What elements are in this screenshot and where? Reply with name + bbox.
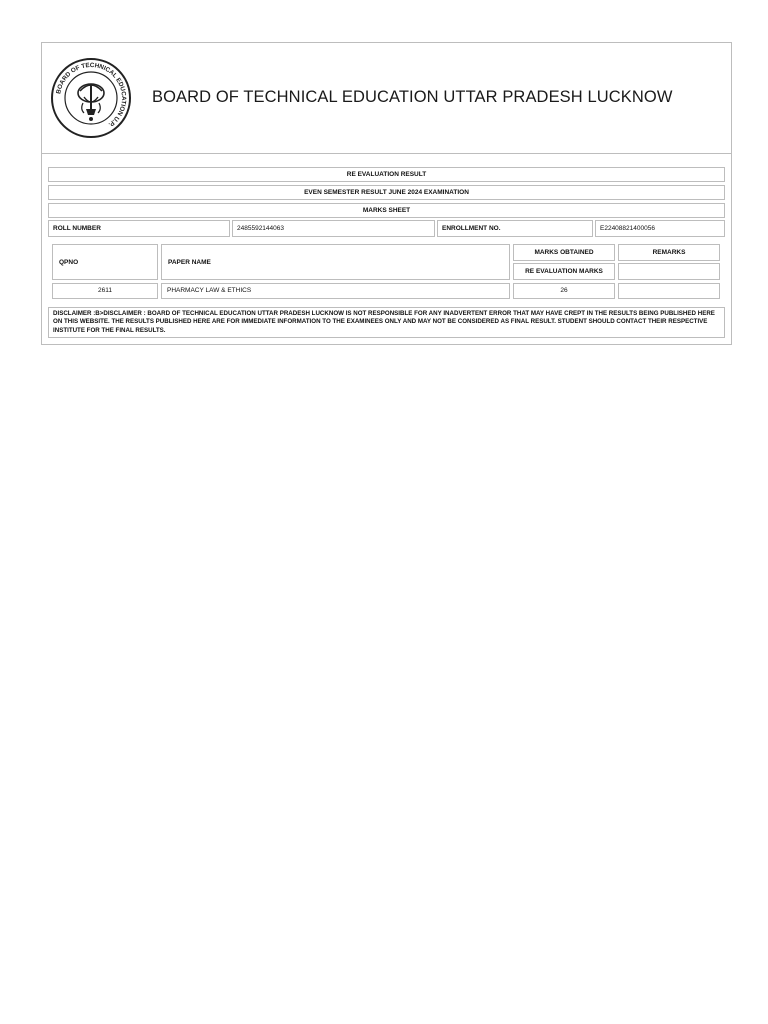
paper-name-cell: PHARMACY LAW & ETHICS: [161, 283, 510, 299]
marks-obtained-header: MARKS OBTAINED: [513, 244, 615, 261]
result-card: [41, 42, 732, 345]
marks-table: [50, 241, 722, 302]
paper-name-header: PAPER NAME: [161, 244, 510, 280]
remarks-header: REMARKS: [618, 244, 720, 261]
svg-text:BOARD OF TECHNICAL EDUCATION U: BOARD OF TECHNICAL EDUCATION U.P.: [55, 61, 128, 128]
re-evaluation-heading: RE EVALUATION RESULT: [48, 167, 725, 182]
qpno-header: QPNO: [52, 244, 158, 280]
disclaimer-text: DISCLAIMER :B>DISCLAIMER : BOARD OF TECHNICAL EDUCATION UTTAR PRADESH LUCKNOW IS NOT RESPONSIBLE FOR ANY INADVERTENT ERROR THAT MAY HAVE CREPT IN THE RESULTS BEING PUBLISHED HERE ON THIS WEBSITE. THE RESULTS PUBLISHED HERE ARE FOR IMMEDIATE INFORMATION TO THE EXAMINEES ONLY AND MAY NOT BE CONSIDERED AS FINAL RESULT. STUDENT SHOULD CONTACT THEIR RESPECTIVE INSTITUTE FOR THE FINAL RESULTS.: [48, 307, 725, 338]
enrollment-value: E22408821400056: [595, 220, 725, 237]
qpno-cell: 2611: [52, 283, 158, 299]
marks-sheet-heading: MARKS SHEET: [48, 203, 725, 218]
exam-heading: EVEN SEMESTER RESULT JUNE 2024 EXAMINATION: [48, 185, 725, 200]
board-title: BOARD OF TECHNICAL EDUCATION UTTAR PRADESH LUCKNOW: [152, 88, 673, 106]
remarks-subheader-cell: [618, 263, 720, 280]
board-seal-logo: [50, 57, 132, 139]
re-evaluation-marks-cell: 26: [513, 283, 615, 299]
roll-number-value: 2485592144063: [232, 220, 435, 237]
roll-number-label: ROLL NUMBER: [48, 220, 230, 237]
remarks-cell: [618, 283, 720, 299]
header: [42, 43, 731, 154]
re-evaluation-marks-header: RE EVALUATION MARKS: [513, 263, 615, 280]
enrollment-label: ENROLLMENT NO.: [437, 220, 593, 237]
